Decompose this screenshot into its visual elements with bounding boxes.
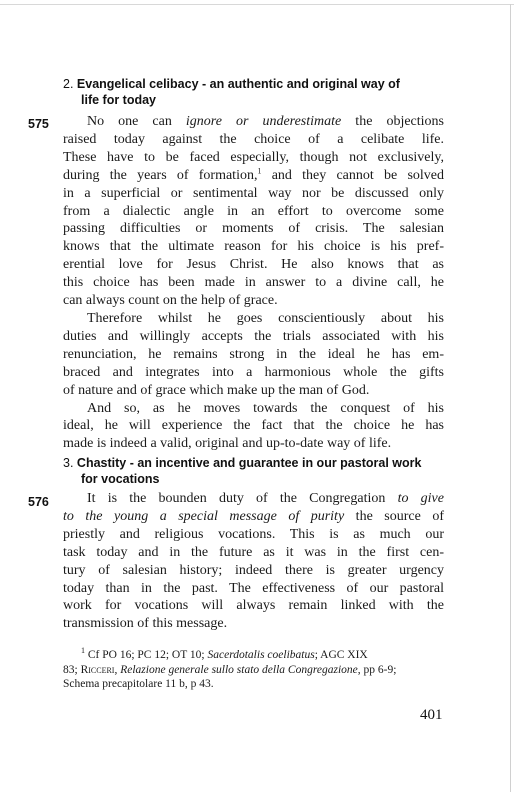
section-2-heading	[63, 76, 448, 108]
section-2-title-line1: Evangelical celibacy - an authentic and original way of	[76, 77, 400, 91]
text-line: today than in the past. The effectiveness of our pastoral	[63, 580, 444, 596]
text-line: priestly and religious vocations. This is as much our	[63, 526, 444, 542]
text-line: to the young a special message of purity the source of	[63, 508, 444, 524]
text-line: It is the bounden duty of the Congregation to give	[87, 491, 444, 506]
text-line: And so, as he moves towards the conquest of his	[87, 400, 444, 416]
text-line: of nature and of grace which make up the man of God.	[63, 382, 370, 398]
text-line: tury of salesian history; indeed there is greater urgency	[63, 562, 444, 578]
footnote-line: $^1$ Cf PO 16; PC 12; OT 10; Sacerdotalis coelibatus; AGC XIX	[81, 646, 368, 661]
text-line: duties and willingly accepts the trials associated with his	[63, 328, 444, 344]
text-line: raised today against the choice of a celibate life.	[63, 131, 444, 147]
text-line: ideal, he will experience the fact that the choice he has	[63, 418, 444, 434]
footnote-ref: 1	[257, 166, 262, 176]
text-line: knows that the ultimate reason for his choice is his pref-	[63, 239, 444, 255]
section-3-number: 3.	[63, 456, 74, 470]
footnote-marker: 1	[81, 646, 85, 656]
text-line: transmission of this message.	[63, 616, 228, 632]
text-line: from a dialectic angle in an effort to overcome some	[63, 203, 444, 219]
text-line: These have to be faced especially, though not exclusively,	[63, 149, 444, 165]
text-line: renunciation, he remains strong in the ideal he has em-	[63, 346, 444, 362]
text-line: in a superficial or sentimental way nor be discussed only	[63, 185, 444, 201]
text-line: made is indeed a valid, original and up-to-date way of life.	[63, 436, 392, 452]
section-3-body	[63, 490, 444, 633]
top-border	[0, 4, 514, 5]
text-line: can always count on the help of grace.	[63, 293, 278, 309]
text-line: No one can ignore or underestimate the objections	[87, 114, 444, 129]
footnote-line: 83; Ricceri, Relazione generale sullo stato della Congregazione, pp 6-9;	[63, 663, 397, 676]
text-line: task today and in the future as it was in the first cen-	[63, 544, 444, 560]
paragraph-number-576: 576	[28, 495, 49, 509]
right-border	[510, 4, 511, 792]
paragraph-number-575: 575	[28, 117, 49, 131]
section-3-title-line1: Chastity - an incentive and guarantee in our pastoral work	[76, 456, 422, 470]
footnote-line: Schema precapitolare 11 b, p 43.	[63, 678, 214, 690]
text-line: braced and integrates into a harmonious whole the gifts	[63, 364, 444, 380]
text-line: Therefore whilst he goes conscientiously about his	[87, 310, 444, 326]
section-3-title-line2: for vocations	[81, 472, 160, 486]
section-3-heading	[63, 455, 448, 487]
section-2-body	[63, 113, 444, 453]
text-line: this choice has been made in answer to a divine call, he	[63, 275, 444, 291]
text-line: during the years of formation,$^1$ and they cannot be solved	[63, 166, 444, 183]
page-number: 401	[420, 707, 443, 723]
text-line: passing difficulties or moments of crisis. The salesian	[63, 221, 444, 237]
section-2-title-line2: life for today	[81, 93, 157, 107]
text-line: erential love for Jesus Christ. He also knows that as	[63, 257, 444, 273]
section-2-number: 2.	[63, 77, 74, 91]
footnote	[63, 648, 444, 692]
text-line: work for vocations will always remain linked with the	[63, 598, 444, 614]
